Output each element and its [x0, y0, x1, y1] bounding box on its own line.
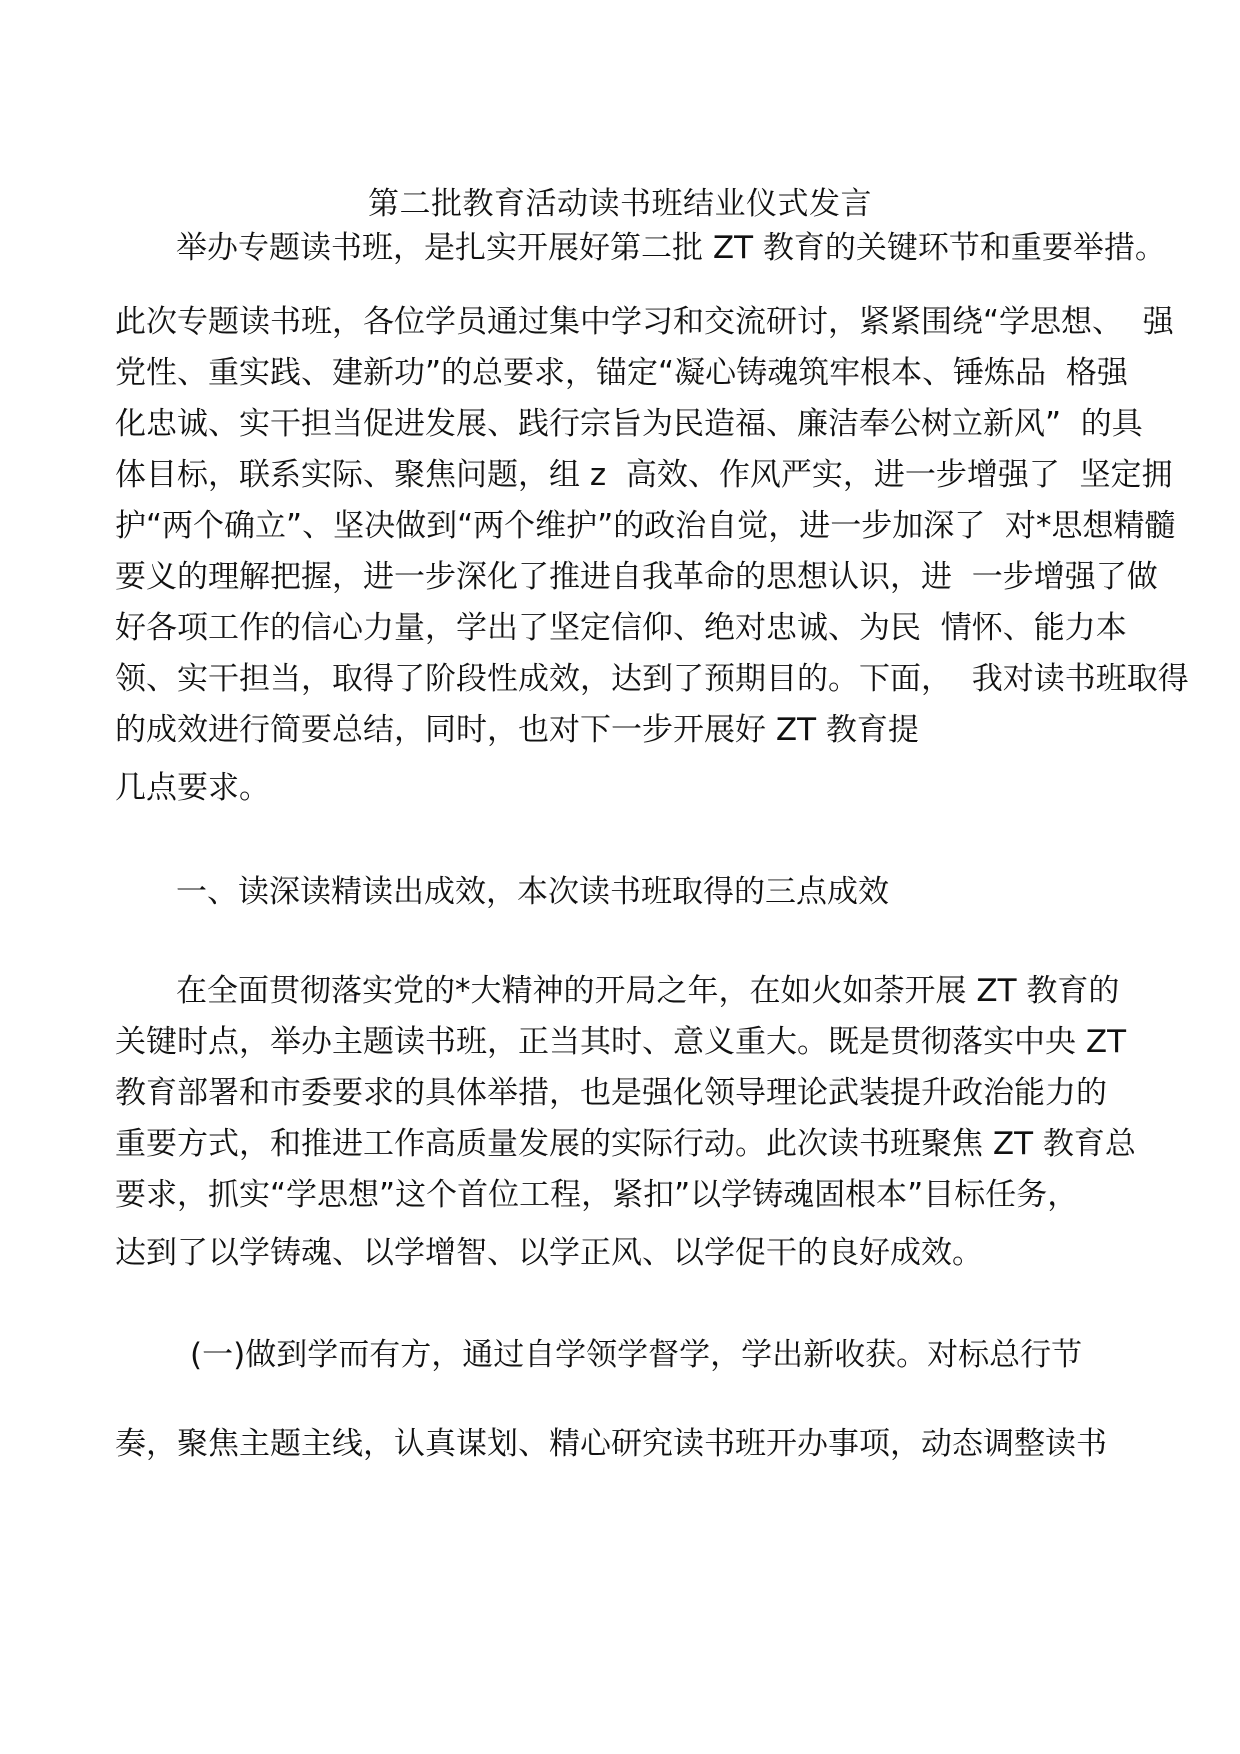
paragraph-line: 重要方式，和推进工作高质量发展的实际行动。此次读书班聚焦 ZT 教育总 — [115, 1126, 1136, 1162]
paragraph-line: 体目标，联系实际、聚焦问题，组 z 高效、作风严实，进一步增强了 坚定拥 — [115, 457, 1173, 493]
paragraph-line: 化忠诚、实干担当促进发展、践行宗旨为民造福、廉洁奉公树立新风” 的具 — [115, 406, 1143, 442]
paragraph-line: 关键时点，举办主题读书班，正当其时、意义重大。既是贯彻落实中央 ZT — [115, 1024, 1127, 1060]
paragraph-line: 此次专题读书班，各位学员通过集中学习和交流研讨，紧紧围绕“学思想、 强 — [115, 304, 1174, 340]
subsection-heading: (一)做到学而有方，通过自学领学督学，学出新收获。对标总行节 — [190, 1337, 1083, 1373]
paragraph-line: 几点要求。 — [115, 770, 270, 806]
paragraph-line: 在全面贯彻落实党的*大精神的开局之年，在如火如荼开展 ZT 教育的 — [176, 973, 1120, 1009]
document-title: 第二批教育活动读书班结业仪式发言 — [368, 186, 872, 222]
paragraph-line: 的成效进行简要总结，同时，也对下一步开展好 ZT 教育提 — [115, 712, 919, 748]
paragraph-line: 要义的理解把握，进一步深化了推进自我革命的思想认识，进 一步增强了做 — [115, 559, 1158, 595]
paragraph-line: 奏，聚焦主题主线，认真谋划、精心研究读书班开办事项，动态调整读书 — [115, 1426, 1107, 1462]
paragraph-line: 好各项工作的信心力量，学出了坚定信仰、绝对忠诚、为民 情怀、能力本 — [115, 610, 1127, 646]
paragraph-line: 教育部署和市委要求的具体举措，也是强化领导理论武装提升政治能力的 — [115, 1075, 1107, 1111]
paragraph-line: 要求，抓实“学思想”这个首位工程，紧扣”以学铸魂固根本”目标任务， — [115, 1177, 1079, 1213]
paragraph-line: 护“两个确立”、坚决做到“两个维护”的政治自觉，进一步加深了 对*思想精髓 — [115, 508, 1176, 544]
paragraph-line: 党性、重实践、建新功”的总要求，锚定“凝心铸魂筑牢根本、锤炼品 格强 — [115, 355, 1128, 391]
paragraph-line: 举办专题读书班，是扎实开展好第二批 ZT 教育的关键环节和重要举措。 — [176, 230, 1166, 266]
section-heading: 一、读深读精读出成效，本次读书班取得的三点成效 — [176, 874, 889, 910]
paragraph-line: 领、实干担当，取得了阶段性成效，达到了预期目的。下面， 我对读书班取得 — [115, 661, 1189, 697]
paragraph-line: 达到了以学铸魂、以学增智、以学正风、以学促干的良好成效。 — [115, 1235, 983, 1271]
